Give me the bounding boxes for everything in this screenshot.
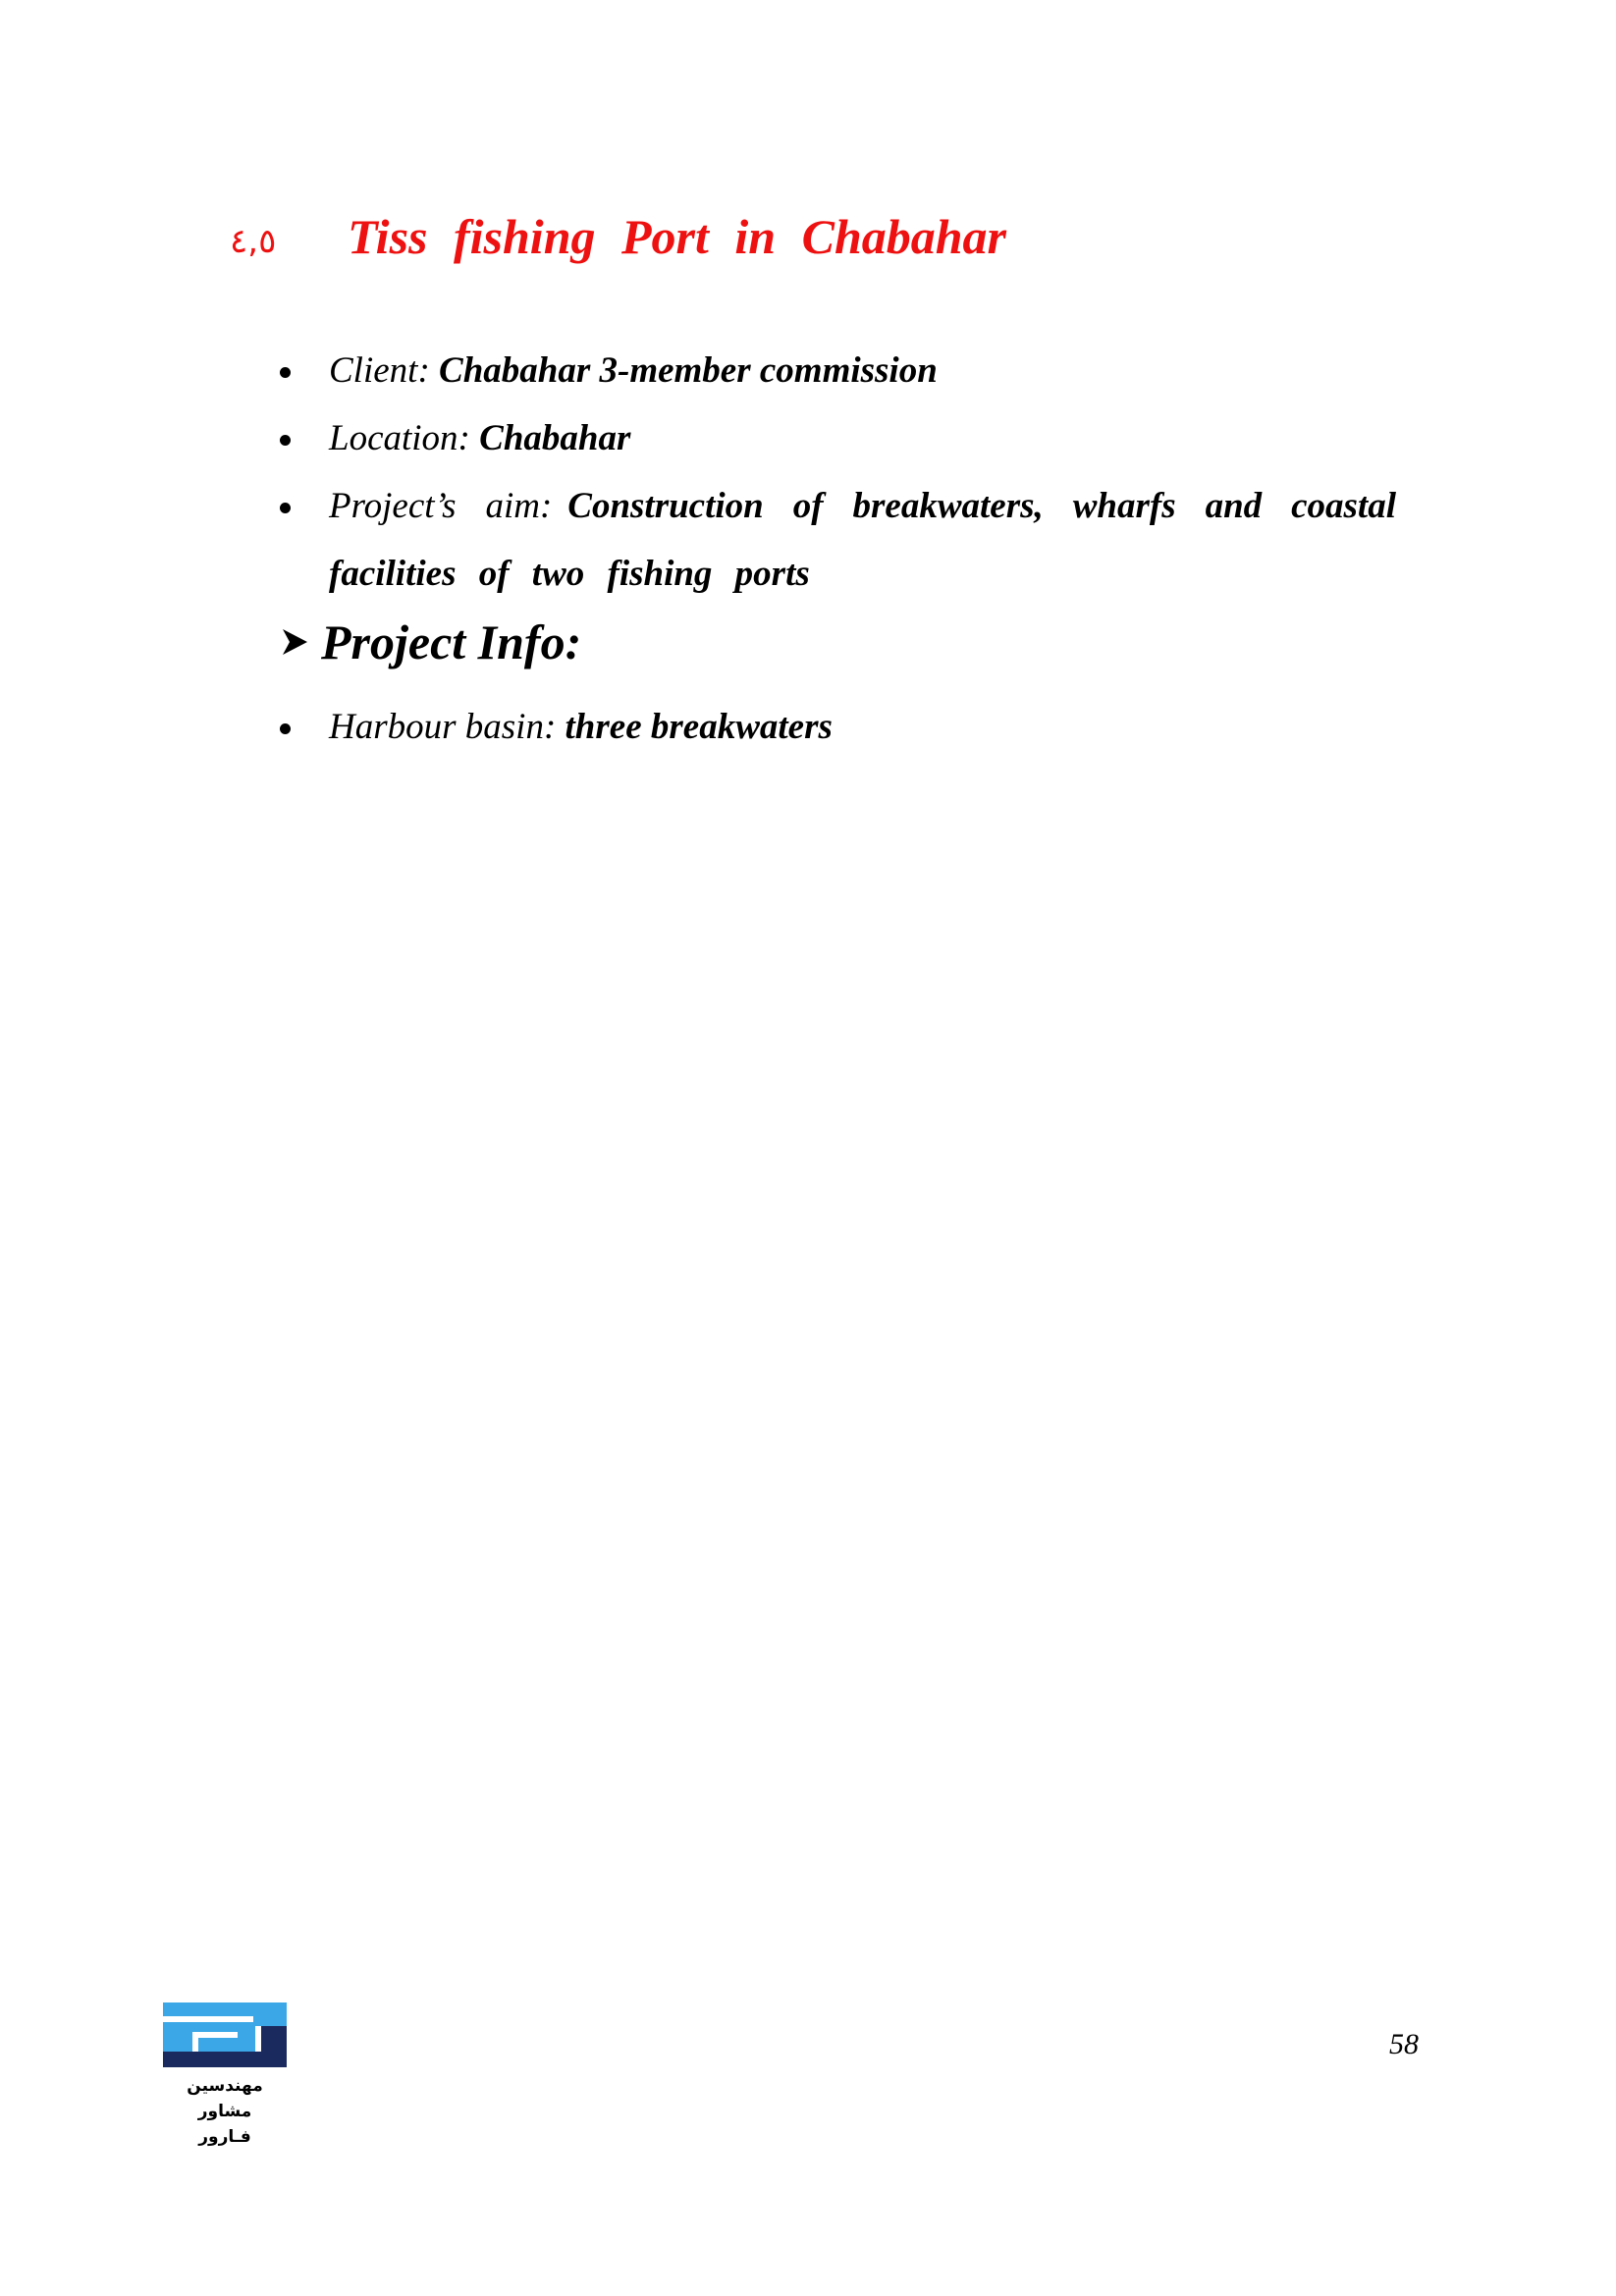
detail-value: Chabahar 3-member commission (439, 350, 938, 391)
bullet-icon (280, 367, 291, 378)
detail-value: Chabahar (479, 418, 631, 458)
bullet-icon (280, 503, 291, 513)
bullet-icon (280, 723, 291, 734)
detail-label: Project’s aim: (329, 486, 553, 526)
info-label: Harbour basin: (329, 707, 557, 747)
section-title: Tiss fishing Port in Chabahar (348, 209, 1007, 264)
detail-label: Client: (329, 350, 430, 391)
detail-value: Construction of breakwaters, wharfs and coastal facilities of two fishing ports (329, 486, 1396, 594)
info-value: three breakwaters (565, 707, 833, 747)
section-heading (230, 208, 1310, 277)
company-logo (163, 2002, 287, 2147)
logo-text-line2: فـارور (198, 2127, 251, 2147)
project-info-title: Project Info: (321, 614, 582, 669)
company-logo-mark (163, 2002, 287, 2067)
logo-text-line1: مهندسین مشاور (187, 2076, 263, 2121)
project-info-heading (280, 614, 581, 670)
arrow-right-icon (280, 627, 309, 657)
section-number: ٤,٥ (230, 222, 277, 261)
page-number: 58 (1389, 2028, 1419, 2060)
detail-label: Location: (329, 418, 470, 458)
bullet-icon (280, 435, 291, 446)
